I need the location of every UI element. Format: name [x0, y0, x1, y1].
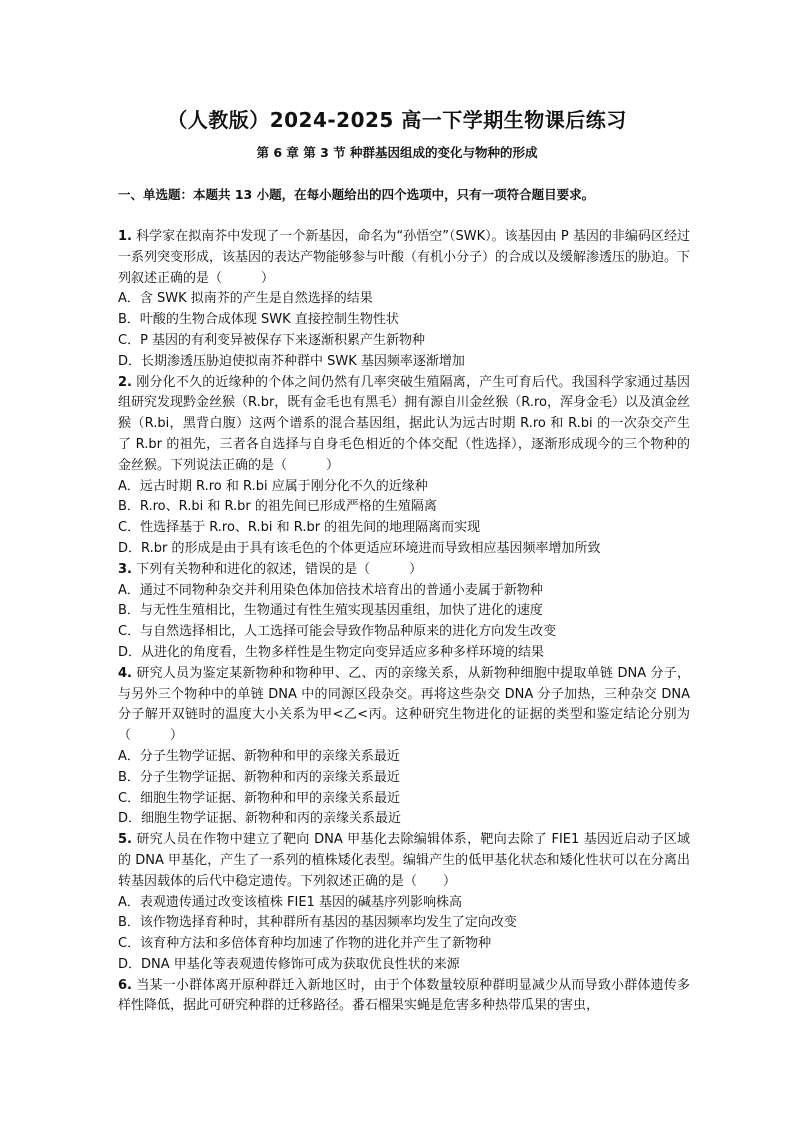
- question-stem: [118, 830, 690, 892]
- option-b: B．分子生物学证据、新物种和丙的亲缘关系最近: [118, 769, 400, 785]
- option-c: C．性选择基于 R.ro、R.bi 和 R.br 的祖先间的地理隔离而实现: [118, 520, 481, 536]
- question-number: 2.: [118, 374, 132, 390]
- option-a: A．表观遗传通过改变该植株 FIE1 基因的碱基序列影响株高: [118, 894, 462, 910]
- question-stem: [118, 227, 690, 289]
- option-d: D．细胞生物学证据、新物种和丙的亲缘关系最近: [118, 811, 402, 827]
- option-d: D．长期渗透压胁迫使拟南芥种群中 SWK 基因频率逐渐增加: [118, 353, 465, 369]
- option-c: C．该育种方法和多倍体育种均加速了作物的进化并产生了新物种: [118, 936, 492, 952]
- question-6: [118, 976, 690, 1018]
- option-a: A．远古时期 R.ro 和 R.bi 应属于刚分化不久的近缘种: [118, 478, 428, 494]
- question-text: 刚分化不久的近缘种的个体之间仍然有几率突破生殖隔离，产生可育后代。我国科学家通过基因组研究发现黔金丝猴（R.br，既有金毛也有黑毛）拥有源自川金丝猴（R.ro，浑身金毛）以及滇金丝猴（R.bi，黑背白腹）这两个谱系的混合基因组，据此认为远古时期 R.ro 和 R.bi 的一次杂交产生了 R.br 的祖先，三者各自选择与自身毛色相近的个体交配（性选择），逐渐形成现今的三个物种的金丝猴。下列说法正确的是（ ）: [118, 374, 691, 473]
- option-c: C．与自然选择相比，人工选择可能会导致作物品种原来的进化方向发生改变: [118, 624, 557, 640]
- option-b: B．与无性生殖相比，生物通过有性生殖实现基因重组，加快了进化的速度: [118, 603, 543, 619]
- document-subtitle: 第 6 章 第 3 节 种群基因组成的变化与物种的形成: [256, 145, 538, 160]
- question-number: 1.: [118, 229, 132, 244]
- question-5: [118, 830, 690, 976]
- question-text: 科学家在拟南芥中发现了一个新基因，命名为“孙悟空”（SWK）。该基因由 P 基因的非编码区经过一系列突变形成，该基因的表达产物能够参与叶酸（有机小分子）的合成以及缓解渗透压的胁迫。下列叙述正确的是（ ）: [118, 229, 691, 286]
- option-b: B．R.ro、R.bi 和 R.br 的祖先间已形成严格的生殖隔离: [118, 499, 437, 515]
- question-text: 研究人员为鉴定某新物种和物种甲、乙、丙的亲缘关系，从新物种细胞中提取单链 DNA 分子，与另外三个物种中的单链 DNA 中的同源区段杂交。再将这些杂交 DNA 分子加热，三种杂交 DNA 分子解开双链时的温度大小关系为甲<乙<丙。这种研究生物进化的证据的类型和鉴定结论分别为（ ）: [118, 665, 690, 744]
- question-4: [118, 664, 690, 830]
- question-number: 5.: [118, 832, 132, 848]
- option-b: B．该作物选择育种时，其种群所有基因的基因频率均发生了定向改变: [118, 915, 517, 931]
- document-title: （人教版）2024-2025 高一下学期生物课后练习: [167, 108, 627, 132]
- question-stem: [118, 664, 690, 747]
- question-number: 4.: [118, 665, 132, 681]
- question-stem: [118, 373, 690, 477]
- question-text: 研究人员在作物中建立了靶向 DNA 甲基化去除编辑体系，靶向去除了 FIE1 基因近启动子区域的 DNA 甲基化，产生了一系列的植株矮化表型。编辑产生的低甲基化状态和矮化性状可以在分离出转基因载体的后代中稳定遗传。下列叙述正确的是（ ）: [118, 832, 690, 889]
- option-c: C．P 基因的有利变异被保存下来逐渐积累产生新物种: [118, 332, 426, 348]
- option-d: D．从进化的角度看，生物多样性是生物定向变异适应多种多样环境的结果: [118, 644, 545, 660]
- option-d: D．DNA 甲基化等表观遗传修饰可成为获取优良性状的来源: [118, 956, 460, 972]
- question-2: [118, 373, 690, 560]
- question-text: 下列有关物种和进化的叙述，错误的是（ ）: [136, 561, 423, 577]
- question-stem: [118, 976, 690, 1018]
- section-heading: 一、单选题：本题共 13 小题，在每小题给出的四个选项中，只有一项符合题目要求。: [118, 187, 595, 202]
- option-b: B．叶酸的生物合成体现 SWK 直接控制生物性状: [118, 312, 399, 328]
- question-stem: [118, 560, 690, 581]
- question-text: 当某一小群体离开原种群迁入新地区时，由于个体数量较原种群明显减少从而导致小群体遗传多样性降低，据此可研究种群的迁移路径。番石榴果实蝇是危害多种热带瓜果的害虫，: [118, 977, 690, 1014]
- question-list: [118, 227, 690, 1017]
- option-c: C．细胞生物学证据、新物种和甲的亲缘关系最近: [118, 790, 401, 806]
- question-1: [118, 227, 690, 373]
- option-a: A．通过不同物种杂交并利用染色体加倍技术培育出的普通小麦属于新物种: [118, 582, 543, 598]
- option-a: A．分子生物学证据、新物种和甲的亲缘关系最近: [118, 748, 400, 764]
- option-a: A．含 SWK 拟南芥的产生是自然选择的结果: [118, 291, 373, 307]
- option-d: D．R.br 的形成是由于具有该毛色的个体更适应环境进而导致相应基因频率增加所致: [118, 540, 601, 556]
- question-3: [118, 560, 690, 664]
- question-number: 3.: [118, 561, 132, 577]
- question-number: 6.: [118, 977, 132, 993]
